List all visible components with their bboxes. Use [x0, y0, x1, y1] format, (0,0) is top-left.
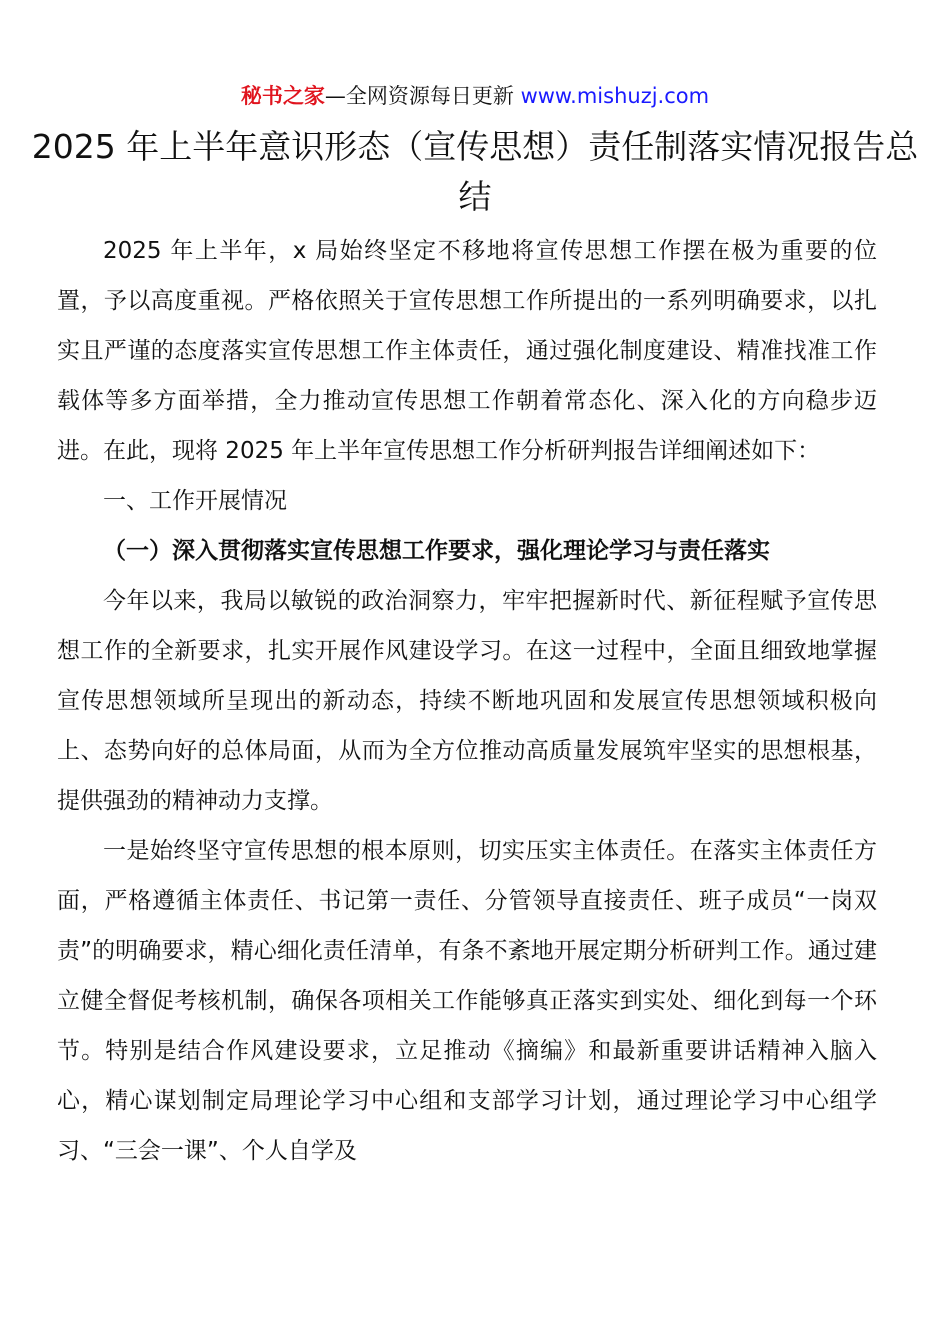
body-paragraph: 一是始终坚守宣传思想的根本原则，切实压实主体责任。在落实主体责任方面，严格遵循主体责任、书记第一责任、分管领导直接责任、班子成员“一岗双责”的明确要求，精心细化责任清单，有条不紊地开展定期分析研判工作。通过建立健全督促考核机制，确保各项相关工作能够真正落实到实处、细化到每一个环节。特别是结合作风建设要求，立足推动《摘编》和最新重要讲话精神入脑入心，精心谋划制定局理论学习中心组和支部学习计划，通过理论学习中心组学习、“三会一课”、个人自学及	[57, 838, 877, 1164]
document-body	[57, 226, 877, 1176]
subsection-heading: （一）深入贯彻落实宣传思想工作要求，强化理论学习与责任落实	[103, 538, 770, 564]
header-tagline: —全网资源每日更新	[324, 84, 521, 108]
document-title: 2025 年上半年意识形态（宣传思想）责任制落实情况报告总结	[31, 127, 919, 216]
section-heading: 一、工作开展情况	[103, 488, 287, 514]
brand-name: 秘书之家	[240, 84, 325, 108]
body-paragraph: 今年以来，我局以敏锐的政治洞察力，牢牢把握新时代、新征程赋予宣传思想工作的全新要求，扎实开展作风建设学习。在这一过程中，全面且细致地掌握宣传思想领域所呈现出的新动态，持续不断地巩固和发展宣传思想领域积极向上、态势向好的总体局面，从而为全方位推动高质量发展筑牢坚实的思想根基，提供强劲的精神动力支撑。	[57, 588, 877, 814]
site-header	[0, 80, 950, 112]
site-url-link[interactable]: www.mishuzj.com	[520, 84, 710, 108]
intro-paragraph: 2025 年上半年，x 局始终坚定不移地将宣传思想工作摆在极为重要的位置，予以高度重视。严格依照关于宣传思想工作所提出的一系列明确要求，以扎实且严谨的态度落实宣传思想工作主体责任，通过强化制度建设、精准找准工作载体等多方面举措，全力推动宣传思想工作朝着常态化、深入化的方向稳步迈进。在此，现将 2025 年上半年宣传思想工作分析研判报告详细阐述如下：	[57, 238, 877, 464]
